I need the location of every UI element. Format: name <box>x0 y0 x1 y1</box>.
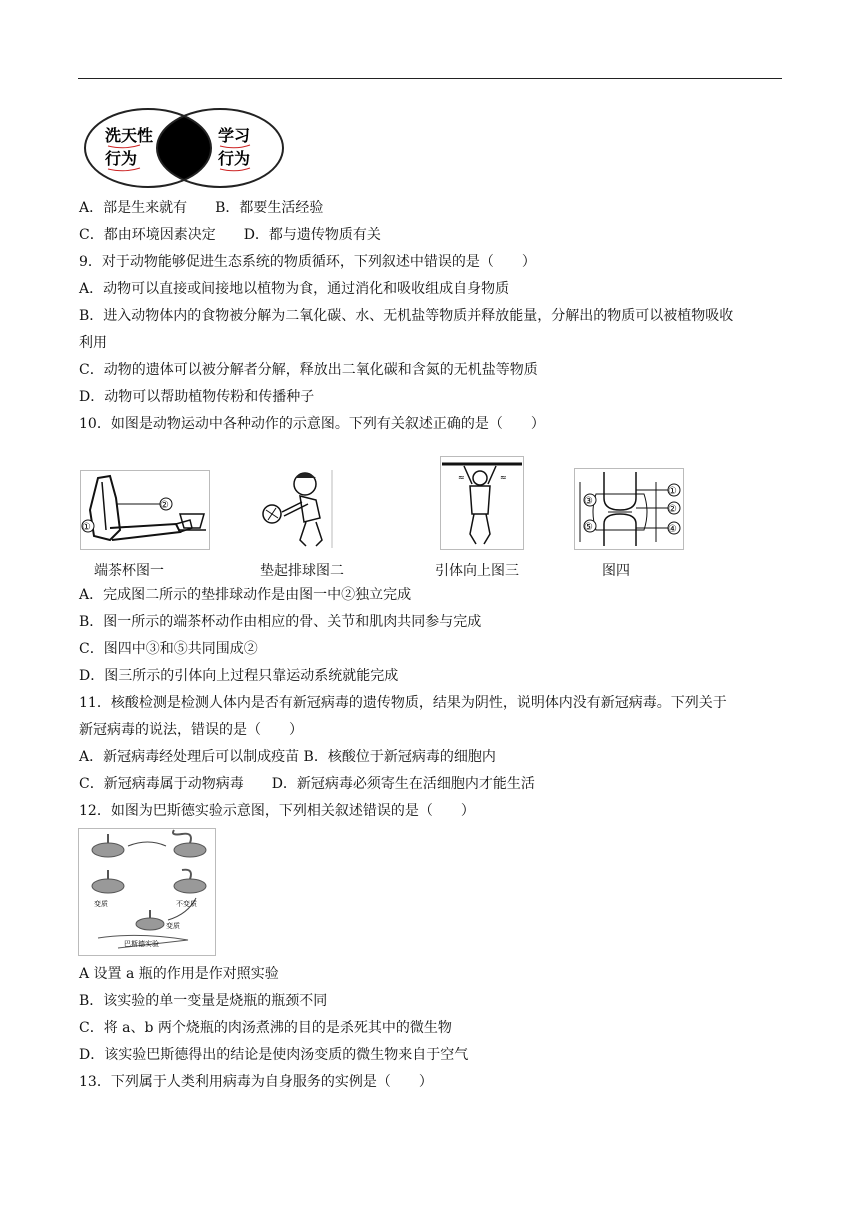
q11-stem-line2: 新冠病毒的说法，错误的是（ ） <box>79 722 303 738</box>
q8-options-row1: A．部是生来就有 B．都要生活经验 <box>79 200 324 216</box>
fig4-mark-5: ⑤ <box>584 522 593 533</box>
q11-stem-line1: 11．核酸检测是检测人体内是否有新冠病毒的遗传物质，结果为阴性，说明体内没有新冠病毒。下列关于 <box>79 695 727 711</box>
fig4-mark-1: ① <box>668 486 677 497</box>
pasteur-label-title: 巴斯德实验 <box>124 940 159 948</box>
q9-option-a: A．动物可以直接或间接地以植物为食，通过消化和吸收组成自身物质 <box>79 281 510 297</box>
q8-options-row2: C．都由环境因素决定 D．都与遗传物质有关 <box>79 227 381 243</box>
fig4-mark-2: ② <box>668 504 677 515</box>
q11-options-row2: C．新冠病毒属于动物病毒 D．新冠病毒必须寄生在活细胞内才能生活 <box>79 776 535 792</box>
header-rule <box>78 78 782 79</box>
q9-option-c: C．动物的遗体可以被分解者分解，释放出二氧化碳和含氮的无机盐等物质 <box>79 362 538 378</box>
q10-option-d: D．图三所示的引体向上过程只靠运动系统就能完成 <box>79 668 399 684</box>
venn-left-label-1: 洗天性 <box>105 126 154 145</box>
fig4-mark-4: ④ <box>668 524 677 535</box>
joint-structure-figure <box>574 468 684 550</box>
venn-left-label-2: 行为 <box>105 149 138 168</box>
q12-stem: 12．如图为巴斯德实验示意图，下列相关叙述错误的是（ ） <box>79 803 475 819</box>
pull-up-figure <box>440 456 524 550</box>
q13-stem: 13．下列属于人类利用病毒为自身服务的实例是（ ） <box>79 1074 433 1090</box>
fig1-caption: 端茶杯图一 <box>94 563 164 579</box>
q12-option-c: C．将 a、b 两个烧瓶的肉汤煮沸的目的是杀死其中的微生物 <box>79 1020 452 1036</box>
q9-stem: 9．对于动物能够促进生态系统的物质循环，下列叙述中错误的是（ ） <box>79 254 536 270</box>
q10-option-b: B．图一所示的端茶杯动作由相应的骨、关节和肌肉共同参与完成 <box>79 614 482 630</box>
pasteur-label-not-spoiled: 不变质 <box>176 900 197 908</box>
q9-option-b-line1: B．进入动物体内的食物被分解为二氧化碳、水、无机盐等物质并释放能量，分解出的物质可以被植物吸收 <box>79 308 734 324</box>
fig4-mark-3: ③ <box>584 496 593 507</box>
fig4-caption: 图四 <box>602 563 630 579</box>
svg-text:≈: ≈ <box>500 473 507 482</box>
pasteur-label-spoiled: 变质 <box>94 900 108 908</box>
pasteur-label-spoiled-2: 变质 <box>166 922 180 930</box>
pasteur-experiment-figure <box>78 828 216 956</box>
q10-option-c: C．图四中③和⑤共同围成② <box>79 641 258 657</box>
fig3-caption: 引体向上图三 <box>435 563 519 579</box>
q11-options-row1: A．新冠病毒经处理后可以制成疫苗 B．核酸位于新冠病毒的细胞内 <box>79 749 496 765</box>
venn-right-label-1: 学习 <box>218 126 251 145</box>
q10-option-a: A．完成图二所示的垫排球动作是由图一中②独立完成 <box>79 587 412 603</box>
q9-option-b-line2: 利用 <box>79 335 107 351</box>
q10-stem: 10．如图是动物运动中各种动作的示意图。下列有关叙述正确的是（ ） <box>79 416 545 432</box>
fig1-mark-2: ② <box>160 500 169 511</box>
q12-option-a: A 设置 a 瓶的作用是作对照实验 <box>79 966 279 982</box>
fig2-caption: 垫起排球图二 <box>260 563 344 579</box>
arm-holding-cup-figure <box>80 470 210 550</box>
fig1-mark-1: ① <box>82 522 91 533</box>
q12-option-b: B．该实验的单一变量是烧瓶的瓶颈不同 <box>79 993 328 1009</box>
venn-right-label-2: 行为 <box>218 149 251 168</box>
q12-option-d: D．该实验巴斯德得出的结论是使肉汤变质的微生物来自于空气 <box>79 1047 469 1063</box>
svg-text:≈: ≈ <box>458 473 465 482</box>
volleyball-girl-figure <box>260 468 336 550</box>
venn-diagram-figure <box>80 104 292 190</box>
q9-option-d: D．动物可以帮助植物传粉和传播种子 <box>79 389 315 405</box>
